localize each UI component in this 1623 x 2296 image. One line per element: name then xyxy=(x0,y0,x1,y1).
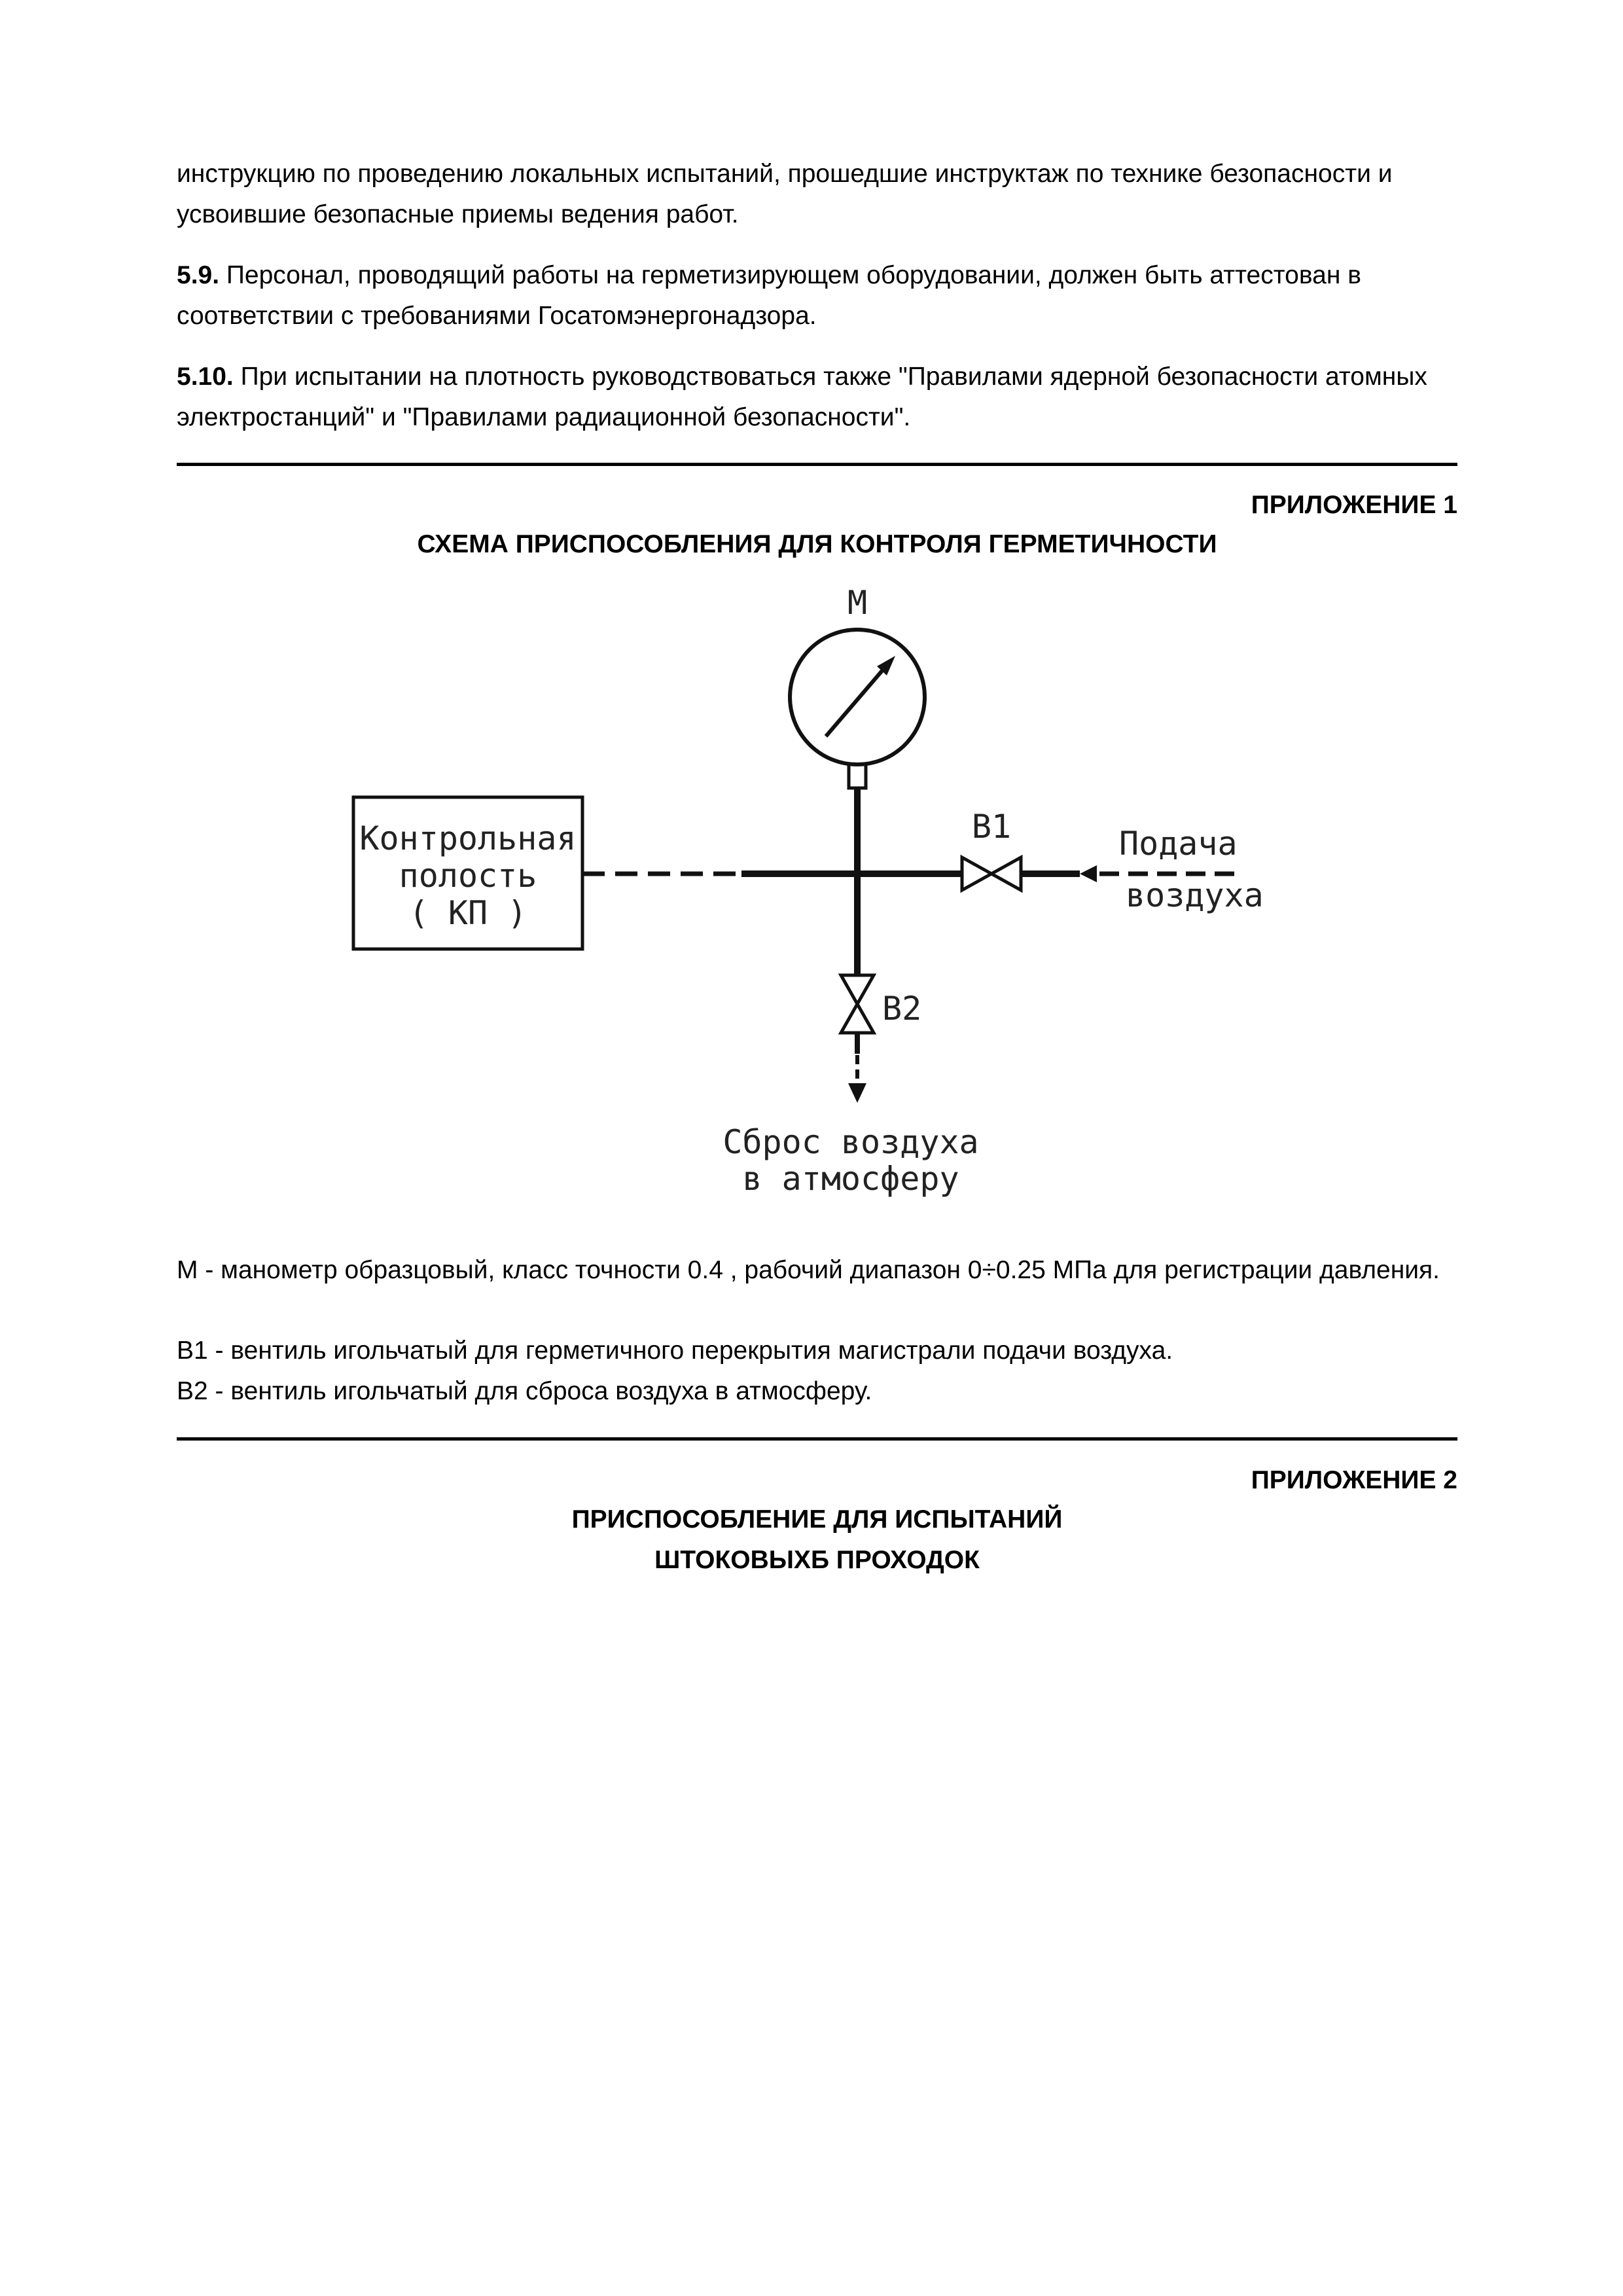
cavity-label-line3: ( КП ) xyxy=(408,894,527,932)
supply-arrow-icon xyxy=(1080,865,1097,882)
valve-b2-icon xyxy=(841,975,874,1033)
gauge-label: М xyxy=(847,584,868,622)
paragraph-text: При испытании на плотность руководствоваться также "Правилами ядерной безопасности атомных электростанций" и "Правилами радиационной безопасности". xyxy=(177,363,1427,431)
paragraph-number: 5.9. xyxy=(177,261,220,289)
release-label-line2: в атмосферу xyxy=(742,1160,959,1198)
valve-b1-label: В1 xyxy=(971,808,1012,846)
supply-label-line2: воздуха xyxy=(1126,876,1264,914)
cavity-label-line2: полость xyxy=(399,857,537,895)
paragraph-number: 5.10. xyxy=(177,363,234,391)
appendix-1-title: СХЕМА ПРИСПОСОБЛЕНИЯ ДЛЯ КОНТРОЛЯ ГЕРМЕТИЧНОСТИ xyxy=(417,530,1217,558)
supply-label-line1: Подача xyxy=(1119,825,1238,863)
appendix-2-label: ПРИЛОЖЕНИЕ 2 xyxy=(1251,1466,1457,1494)
gauge-fitting xyxy=(849,764,866,788)
horizontal-rule xyxy=(177,1437,1457,1441)
appendix-2-title-line2: ШТОКОВЫХБ ПРОХОДОК xyxy=(654,1546,980,1574)
paragraph-text: Персонал, проводящий работы на герметизирующем оборудовании, должен быть аттестован в соответствии с требованиями Госатомэнергонадзора. xyxy=(177,261,1361,330)
legend-gauge: М - манометр образцовый, класс точности 0.4 , рабочий диапазон 0÷0.25 МПа для регистрации давления. xyxy=(177,1256,1440,1284)
paragraph-5-8-continuation: инструкцию по проведению локальных испытаний, прошедшие инструктаж по технике безопасности и усвоившие безопасные приемы ведения работ. xyxy=(177,160,1393,228)
appendix-1-label: ПРИЛОЖЕНИЕ 1 xyxy=(1251,491,1457,519)
valve-b2-label: В2 xyxy=(882,990,922,1028)
appendix-2-title-line1: ПРИСПОСОБЛЕНИЕ ДЛЯ ИСПЫТАНИЙ xyxy=(571,1505,1063,1534)
legend-valve-b1: В1 - вентиль игольчатый для герметичного перекрытия магистрали подачи воздуха. xyxy=(177,1336,1173,1365)
release-label-line1: Сброс воздуха xyxy=(722,1123,979,1161)
valve-b1-icon xyxy=(962,857,1021,890)
release-arrow-icon xyxy=(848,1083,866,1103)
legend-valve-b2: В2 - вентиль игольчатый для сброса воздуха в атмосферу. xyxy=(177,1377,872,1405)
gauge-needle xyxy=(826,668,885,736)
cavity-label-line1: Контрольная xyxy=(359,819,577,857)
